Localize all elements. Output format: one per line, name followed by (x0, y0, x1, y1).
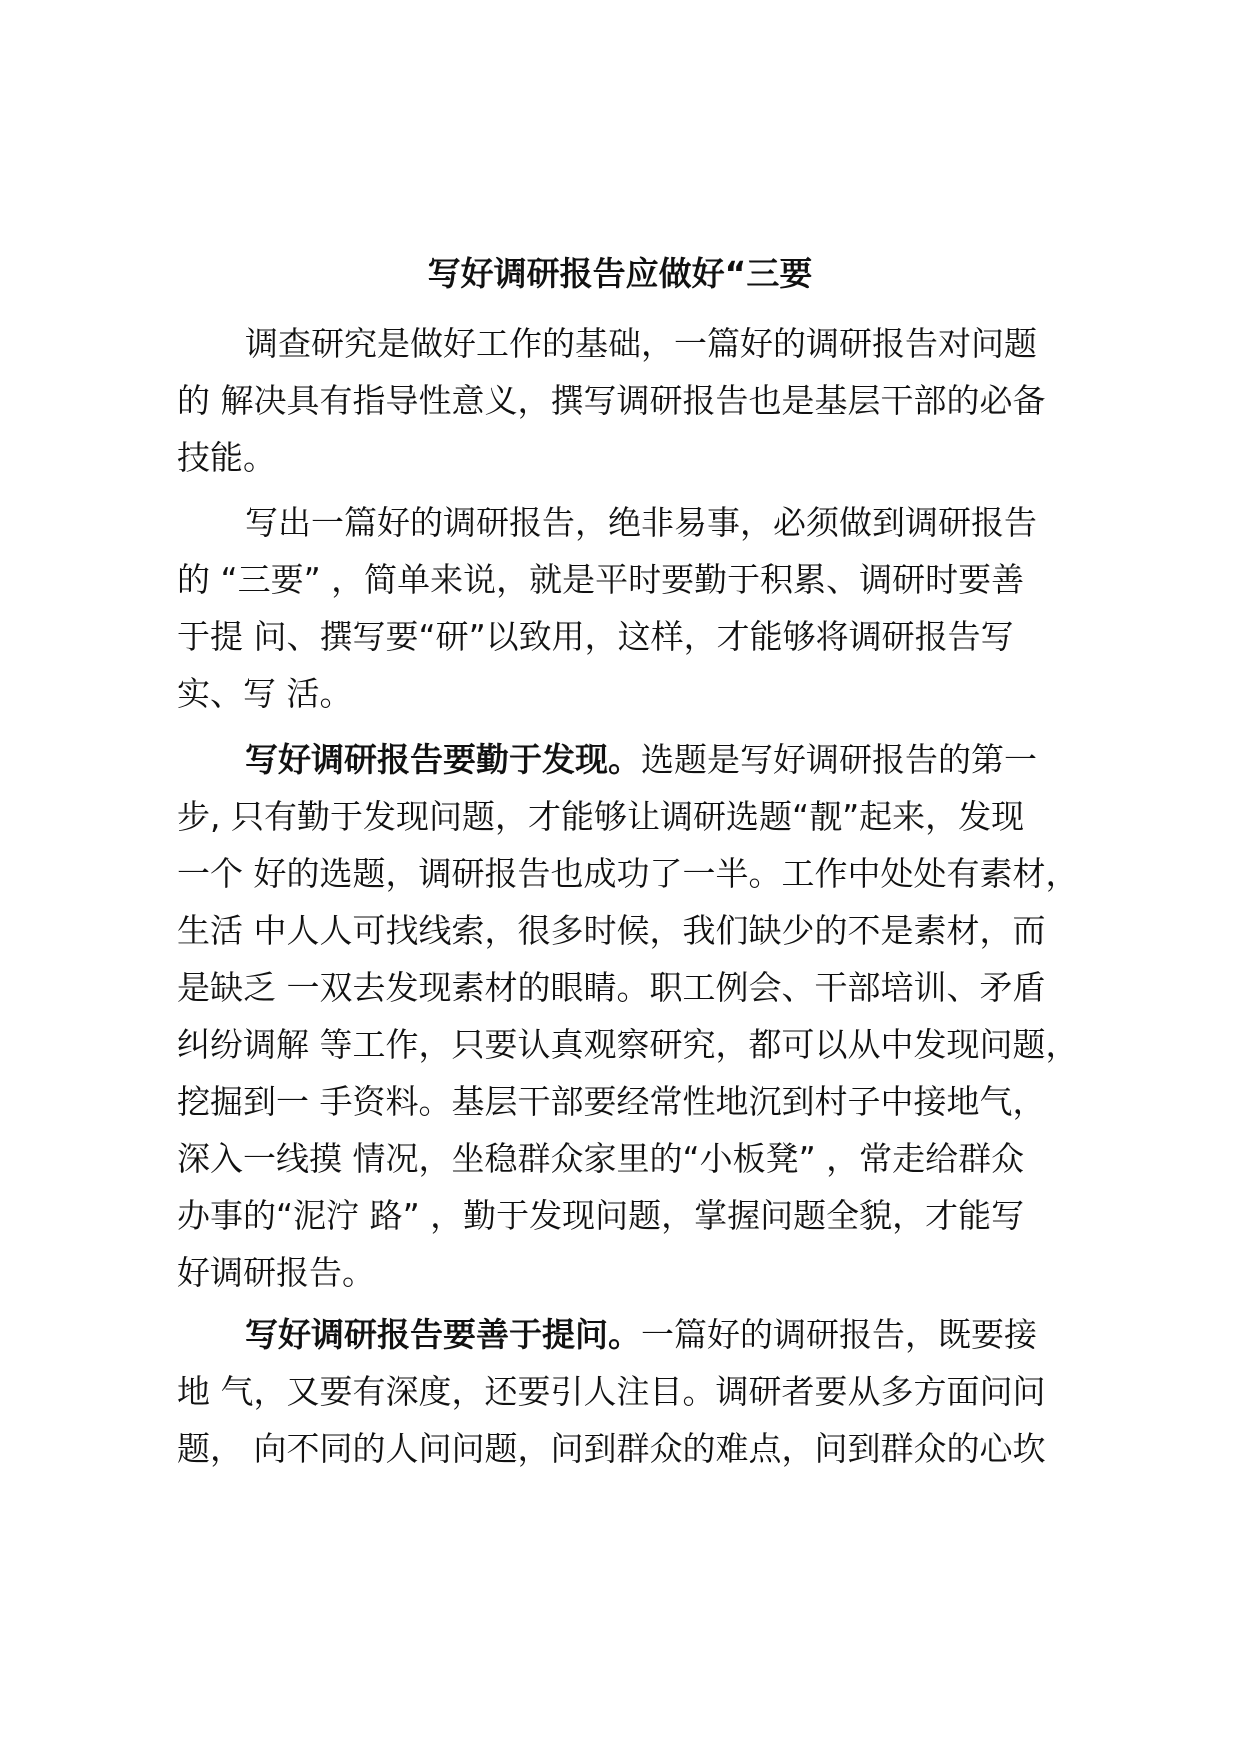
line-text: 实、写 活。 (177, 674, 353, 713)
paragraph-line (177, 608, 1097, 665)
line-text: 纠纷调解 等工作，只要认真观察研究，都可以从中发现问题， (177, 1025, 1079, 1064)
paragraph-line (177, 429, 1097, 486)
paragraph-line (177, 665, 1097, 722)
paragraph-line (177, 845, 1097, 902)
paragraph-three-requirements (177, 494, 1097, 722)
paragraph-line (177, 315, 1097, 372)
paragraph-line (177, 372, 1097, 429)
line-text: 调查研究是做好工作的基础，一篇好的调研报告对问题 (245, 324, 1037, 363)
document-title: 写好调研报告应做好“三要 (427, 254, 813, 293)
line-text: 办事的“泥泞 路” ，勤于发现问题，掌握问题全貌，才能写 (177, 1196, 1025, 1235)
paragraph-line (177, 1363, 1097, 1420)
paragraph-line (177, 1016, 1097, 1073)
paragraph-line (177, 551, 1097, 608)
line-text: 深入一线摸 情况，坐稳群众家里的“小板凳” ，常走给群众 (177, 1139, 1025, 1178)
paragraph-intro (177, 315, 1097, 486)
line-text: 的 解决具有指导性意义，撰写调研报告也是基层干部的必备 (177, 381, 1046, 420)
paragraph-line (177, 902, 1097, 959)
line-text: 技能。 (177, 438, 276, 477)
paragraph-line (177, 731, 1097, 788)
paragraph-line (177, 1187, 1097, 1244)
paragraph-line (177, 1130, 1097, 1187)
line-text: 一个 好的选题，调研报告也成功了一半。工作中处处有素材， (177, 854, 1079, 893)
line-text: 写出一篇好的调研报告，绝非易事，必须做到调研报告 (245, 503, 1037, 542)
paragraph-lead-heading: 写好调研报告要善于提问。 (245, 1315, 641, 1354)
line-text: 地 气，又要有深度，还要引人注目。调研者要从多方面问问 (177, 1372, 1046, 1411)
paragraph-line (177, 1244, 1097, 1301)
line-text: 题， 向不同的人问问题，问到群众的难点，问到群众的心坎 (177, 1429, 1046, 1468)
paragraph-line (177, 959, 1097, 1016)
line-text: 于提 问、撰写要“研”以致用，这样，才能够将调研报告写 (177, 617, 1014, 656)
paragraph-ask-questions (177, 1306, 1097, 1477)
line-text: 的 “三要” ，简单来说，就是平时要勤于积累、调研时要善 (177, 560, 1025, 599)
paragraph-line (177, 1306, 1097, 1363)
paragraph-lead-heading: 写好调研报告要勤于发现。 (245, 740, 641, 779)
paragraph-discover (177, 731, 1097, 1301)
line-text: 挖掘到一 手资料。基层干部要经常性地沉到村子中接地气， (177, 1082, 1046, 1121)
line-text: 一篇好的调研报告，既要接 (641, 1315, 1037, 1354)
paragraph-line (177, 788, 1097, 845)
paragraph-line (177, 494, 1097, 551)
line-text: 选题是写好调研报告的第一 (641, 740, 1037, 779)
paragraph-line (177, 1420, 1097, 1477)
paragraph-line (177, 1073, 1097, 1130)
line-text: 步, 只有勤于发现问题，才能够让调研选题“靓”起来，发现 (177, 797, 1025, 836)
line-text: 好调研报告。 (177, 1253, 375, 1292)
line-text: 是缺乏 一双去发现素材的眼睛。职工例会、干部培训、矛盾 (177, 968, 1046, 1007)
line-text: 生活 中人人可找线索，很多时候，我们缺少的不是素材，而 (177, 911, 1046, 950)
